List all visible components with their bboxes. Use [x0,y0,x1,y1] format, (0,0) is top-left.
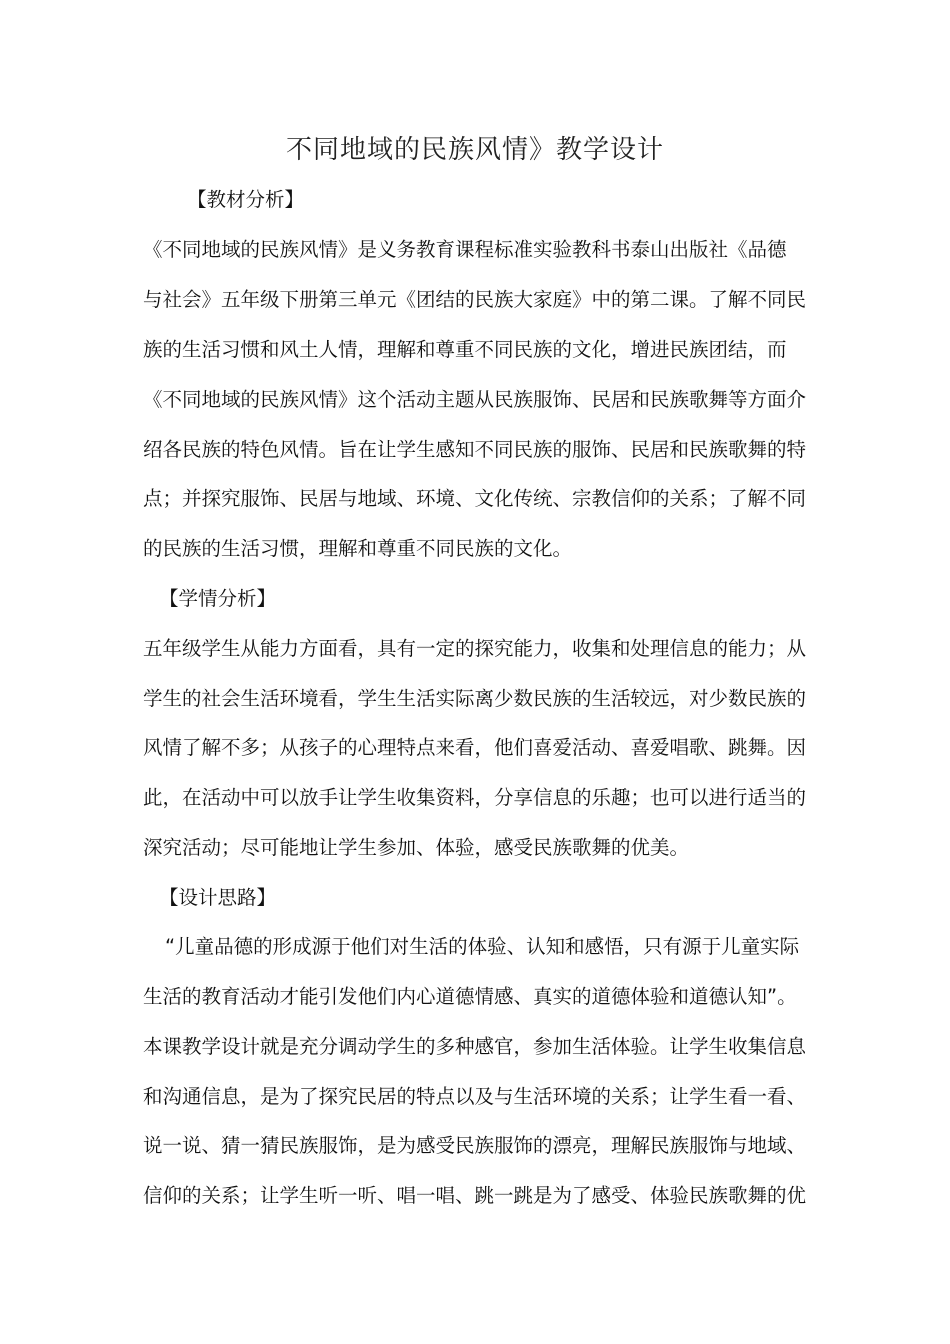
paragraph-line: 绍各民族的特色风情。旨在让学生感知不同民族的服饰、民居和民族歌舞的特 [143,438,807,461]
paragraph-line: 学生的社会生活环境看，学生生活实际离少数民族的生活较远，对少数民族的 [143,687,807,710]
paragraph-line: 信仰的关系；让学生听一听、唱一唱、跳一跳是为了感受、体验民族歌舞的优 [143,1184,807,1207]
paragraph-line: 与社会》五年级下册第三单元《团结的民族大家庭》中的第二课。了解不同民 [143,288,807,311]
section-heading-design-idea: 【设计思路】 [159,886,277,909]
paragraph-line: 《不同地域的民族风情》这个活动主题从民族服饰、民居和民族歌舞等方面介 [143,388,807,411]
document-title: 不同地域的民族风情》教学设计 [285,135,664,165]
paragraph-line: 《不同地域的民族风情》是义务教育课程标准实验教科书泰山出版社《品德 [143,238,787,261]
paragraph-line: 族的生活习惯和风土人情，理解和尊重不同民族的文化，增进民族团结，而 [143,338,787,361]
paragraph-line: 五年级学生从能力方面看，具有一定的探究能力，收集和处理信息的能力；从 [143,637,807,660]
section-heading-textbook-analysis: 【教材分析】 [187,188,305,211]
section-heading-student-analysis: 【学情分析】 [159,587,277,610]
paragraph-line: 深究活动；尽可能地让学生参加、体验，感受民族歌舞的优美。 [143,836,690,859]
paragraph-line: 此，在活动中可以放手让学生收集资料，分享信息的乐趣；也可以进行适当的 [143,786,807,809]
paragraph-line: 说一说、猜一猜民族服饰，是为感受民族服饰的漂亮，理解民族服饰与地域、 [143,1134,807,1157]
paragraph-line: 风情了解不多；从孩子的心理特点来看，他们喜爱活动、喜爱唱歌、跳舞。因 [143,736,807,759]
paragraph-line: 本课教学设计就是充分调动学生的多种感官，参加生活体验。让学生收集信息 [143,1035,807,1058]
paragraph-line: 的民族的生活习惯，理解和尊重不同民族的文化。 [143,537,573,560]
paragraph-line: “儿童品德的形成源于他们对生活的体验、认知和感悟，只有源于儿童实际 [165,935,800,958]
paragraph-line: 点；并探究服饰、民居与地域、环境、文化传统、宗教信仰的关系；了解不同 [143,487,807,510]
paragraph-line: 和沟通信息，是为了探究民居的特点以及与生活环境的关系；让学生看一看、 [143,1085,807,1108]
paragraph-line: 生活的教育活动才能引发他们内心道德情感、真实的道德体验和道德认知”。 [143,985,797,1008]
